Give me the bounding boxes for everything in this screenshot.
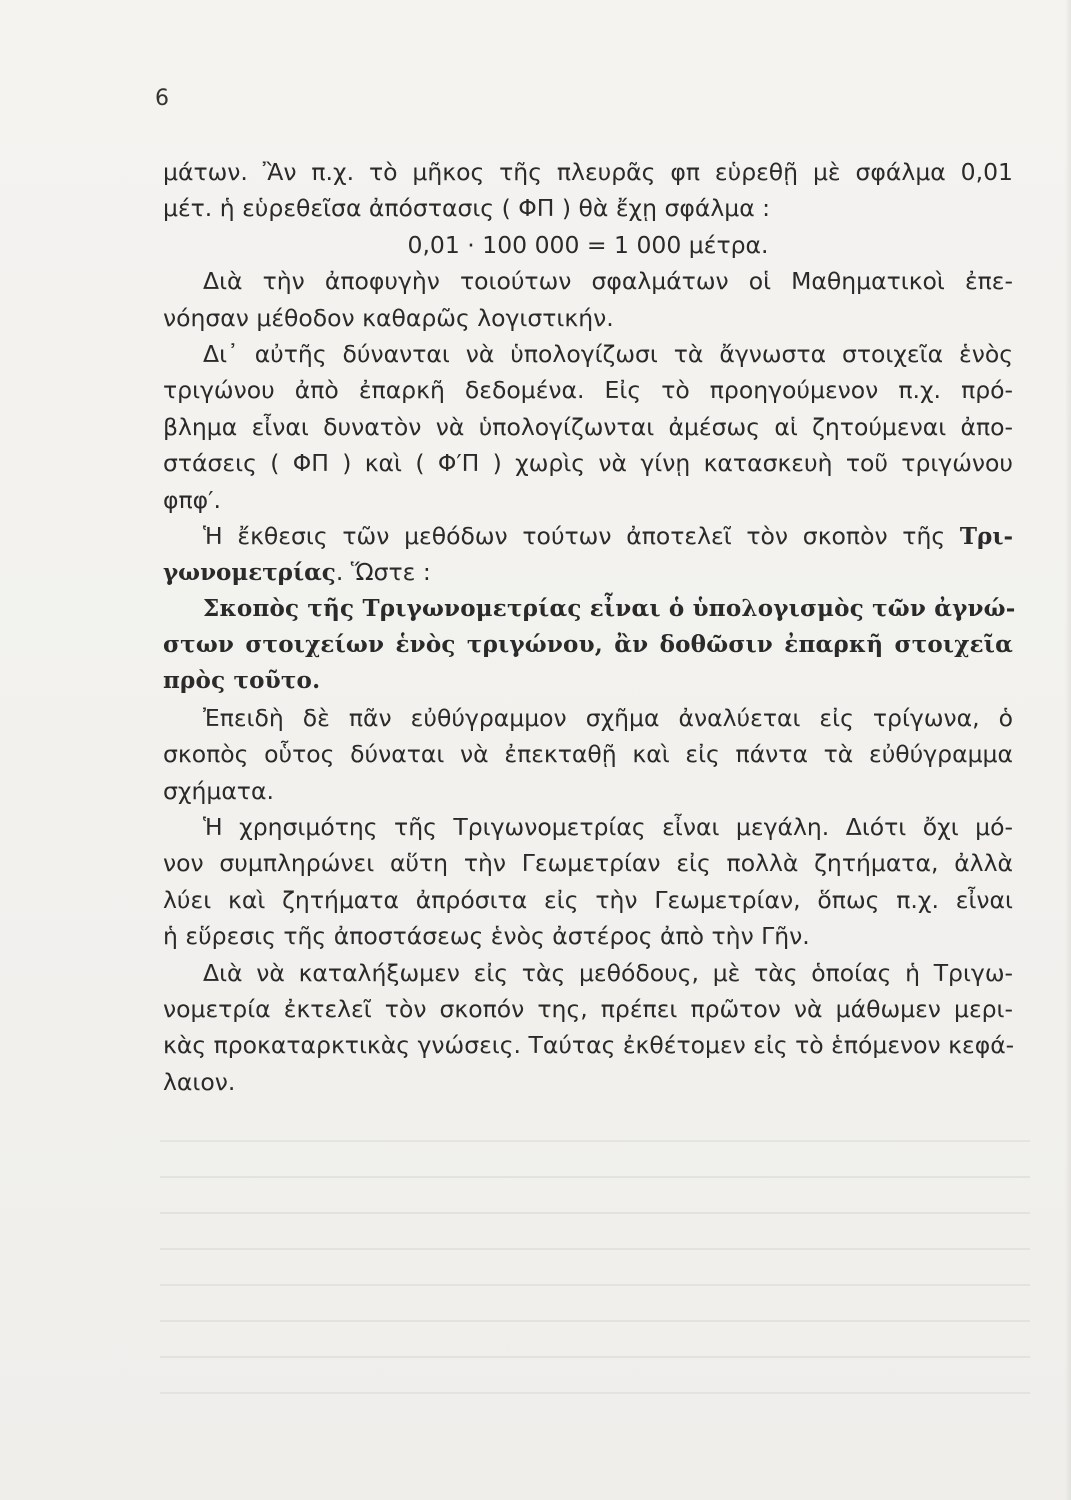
text-line: Διὰ νὰ καταλήξωμεν εἰς τὰς μεθόδους, μὲ τὰς ὁποίας ἡ Τριγω- xyxy=(203,958,1013,987)
body-text xyxy=(163,154,1016,1100)
text-line: νομετρία ἐκτελεῖ τὸν σκοπόν της, πρέπει πρῶτον νὰ μάθωμεν μερι- xyxy=(163,994,1013,1023)
text-line: Δι᾽ αὐτῆς δύνανται νὰ ὑπολογίζωσι τὰ ἄγνωστα στοιχεῖα ἑνὸς xyxy=(203,339,1013,368)
text-line: λύει καὶ ζητήματα ἀπρόσιτα εἰς τὴν Γεωμετρίαν, ὅπως π.χ. εἶναι xyxy=(163,885,1013,914)
text-line: ἡ εὕρεσις τῆς ἀποστάσεως ἑνὸς ἀστέρος ἀπὸ τὴν Γῆν. xyxy=(163,922,810,951)
formula-line: 0,01 · 100 000 = 1 000 μέτρα. xyxy=(407,230,769,259)
text-line: Διὰ τὴν ἀποφυγὴν τοιούτων σφαλμάτων οἱ Μαθηματικοὶ ἐπε- xyxy=(203,267,1013,296)
definition-line: πρὸς τοῦτο. xyxy=(163,667,321,695)
text-line: μάτων. Ἂν π.χ. τὸ μῆκος τῆς πλευρᾶς φπ εὑρεθῇ μὲ σφάλμα 0,01 xyxy=(163,158,1013,186)
text-line xyxy=(163,518,1013,554)
text-span: . Ὥστε : xyxy=(335,558,431,587)
definition-line: Σκοπὸς τῆς Τριγωνομετρίας εἶναι ὁ ὑπολογισμὸς τῶν ἀγνώ- xyxy=(203,594,1016,622)
text-line: νόησαν μέθοδον καθαρῶς λογιστικήν. xyxy=(163,303,614,332)
text-line: Ἡ χρησιμότης τῆς Τριγωνομετρίας εἶναι μεγάλη. Διότι ὄχι μό- xyxy=(203,813,1013,842)
definition-line: στων στοιχείων ἑνὸς τριγώνου, ἂν δοθῶσιν ἐπαρκῆ στοιχεῖα xyxy=(163,631,1013,659)
text-line: φπφ′. xyxy=(163,485,221,514)
bold-term: γωνομετρίας xyxy=(163,559,336,587)
text-line: κὰς προκαταρκτικὰς γνώσεις. Ταύτας ἐκθέτομεν εἰς τὸ ἑπόμενον κεφά- xyxy=(163,1031,1015,1060)
text-line: μέτ. ἡ εὑρεθεῖσα ἀπόστασις ( ΦΠ ) θὰ ἔχῃ σφάλμα : xyxy=(163,194,771,223)
scan-edge-shadow xyxy=(1065,0,1071,1500)
text-line: στάσεις ( ΦΠ ) καὶ ( Φ′Π ) χωρὶς νὰ γίνῃ κατασκευὴ τοῦ τριγώνου xyxy=(163,449,1013,478)
text-line: βλημα εἶναι δυνατὸν νὰ ὑπολογίζωνται ἀμέσως αἱ ζητούμεναι ἀπο- xyxy=(163,412,1013,441)
text-line: Ἐπειδὴ δὲ πᾶν εὐθύγραμμον σχῆμα ἀναλύεται εἰς τρίγωνα, ὁ xyxy=(203,703,1013,732)
text-span: Ἡ ἔκθεσις τῶν μεθόδων τούτων ἀποτελεῖ τὸν σκοπὸν τῆς xyxy=(203,521,946,550)
text-line: σκοπὸς οὗτος δύναται νὰ ἐπεκταθῇ καὶ εἰς πάντα τὰ εὐθύγραμμα xyxy=(163,740,1013,769)
page-number: 6 xyxy=(155,86,169,111)
text-line xyxy=(163,554,1013,590)
text-line: λαιον. xyxy=(163,1067,236,1096)
bold-term: Τρι- xyxy=(959,522,1013,550)
text-line: σχήματα. xyxy=(163,776,274,805)
text-line: τριγώνου ἀπὸ ἐπαρκῆ δεδομένα. Εἰς τὸ προηγούμενον π.χ. πρό- xyxy=(163,376,1013,405)
bleed-through-decoration xyxy=(160,1140,1030,1440)
text-line: νον συμπληρώνει αὕτη τὴν Γεωμετρίαν εἰς πολλὰ ζητήματα, ἀλλὰ xyxy=(163,849,1013,878)
